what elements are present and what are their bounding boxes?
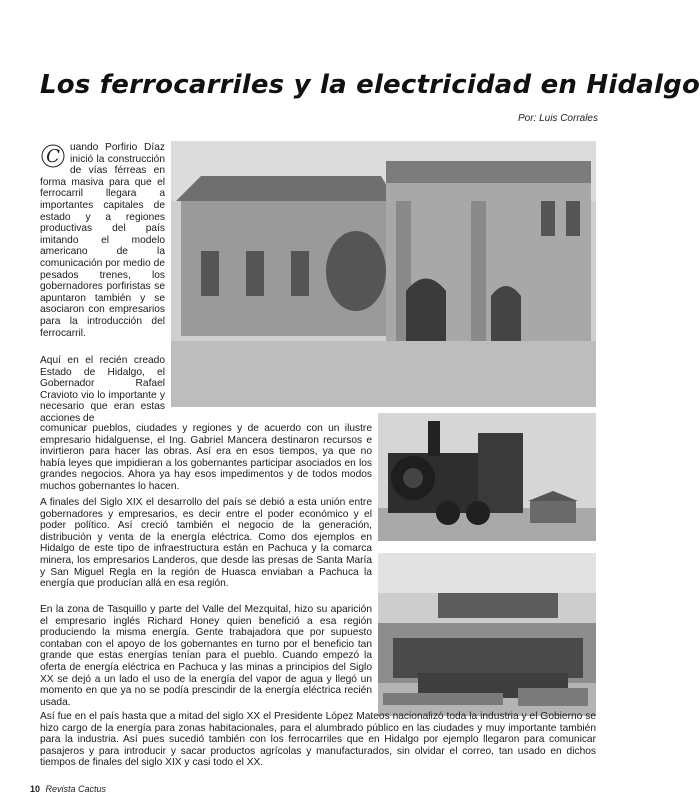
photo-locomotive [378, 413, 596, 541]
photo-railway-station [171, 141, 596, 407]
magazine-name: Revista Cactus [45, 784, 107, 794]
paragraph-3: A finales del Siglo XIX el desarrollo del país se debió a esta unión entre gobernadores y empresarios, es decir entre el poder económico y el poder político. Así creció también el negocio de la generación, distribución y venta de la energía eléctrica. Como dos ejemplos en Hidalgo de este tipo de infraestructura están en Pachuca y la comarca minera, los empresarios Landeros, que desde las presas de Santa María y San Miguel Regla en la región de Huasca enviaban a Pachuca la energía que producían allá en esa región. [40, 497, 372, 590]
article-title: Los ferrocarriles y la electricidad en Hidalgo [40, 70, 700, 100]
page-footer [30, 784, 106, 794]
paragraph-5: Así fue en el país hasta que a mitad del siglo XX el Presidente López Mateos nacionalizó toda la industria y el Gobierno se hizo cargo de la energía para zonas habitacionales, para el alumbrado público en las ciudades y muy importante también para la industria. Así pues sucedió también con los ferrocarriles que en Hidalgo por ejemplo llegaron para comunicar pasajeros y para introducir y sacar productos agrícolas y manufacturados, sin olvidar el correo, tan usado en dichos tiempos de finales del siglo XIX y casi todo el XX. [40, 711, 596, 769]
paragraph-2-start: Aquí en el recién creado Estado de Hidalgo, el Gobernador Rafael Cravioto vio lo importante y necesario que eran estas acciones de [40, 355, 165, 424]
dropcap-letter [40, 144, 66, 168]
svg-text:C: C [46, 146, 60, 167]
paragraph-2-continued: comunicar pueblos, ciudades y regiones y de acuerdo con un ilustre empresario hidalguense, el Ing. Gabriel Mancera destinaron recursos e invirtieron para hacer las obras. Así era en esos tiempos, ya que no había leyes que impidieran a los gobernantes participar asociados en los grandes negocios. Ahora ya hay esos impedimentos y de todos modos muchos gobernantes lo hacen. [40, 423, 372, 492]
paragraph-1-text: uando Porfirio Díaz inició la construcción de vías férreas en forma masiva para que el ferrocarril llegara a importantes capitales de estado y a regiones productivas del país imitando el modelo americano de la comunicación por medio de pesados trenes, los gobernadores porfiristas se apuntaron también y se asociaron con empresarios para la introducción del ferrocarril. [40, 142, 165, 339]
paragraph-1 [40, 142, 165, 339]
photo-workers-group [378, 553, 596, 716]
byline: Por: Luis Corrales [517, 113, 598, 124]
paragraph-4: En la zona de Tasquillo y parte del Valle del Mezquital, hizo su aparición el empresario inglés Richard Honey quien benefició a esa región produciendo la misma energía. Gente trabajadora que por supuesto contaban con el apoyo de los gobernantes en turno por el beneficio tan grande que estas energías tenían para el pueblo. Cuando empezó la oferta de energía eléctrica en Pachuca y las minas a principios del Siglo XX se dejó a un lado el uso de la energía del vapor de agua y llegó un momento en que ya no se podía prescindir de la energía eléctrica recién usada. [40, 604, 372, 708]
page-number: 10 [30, 784, 41, 794]
